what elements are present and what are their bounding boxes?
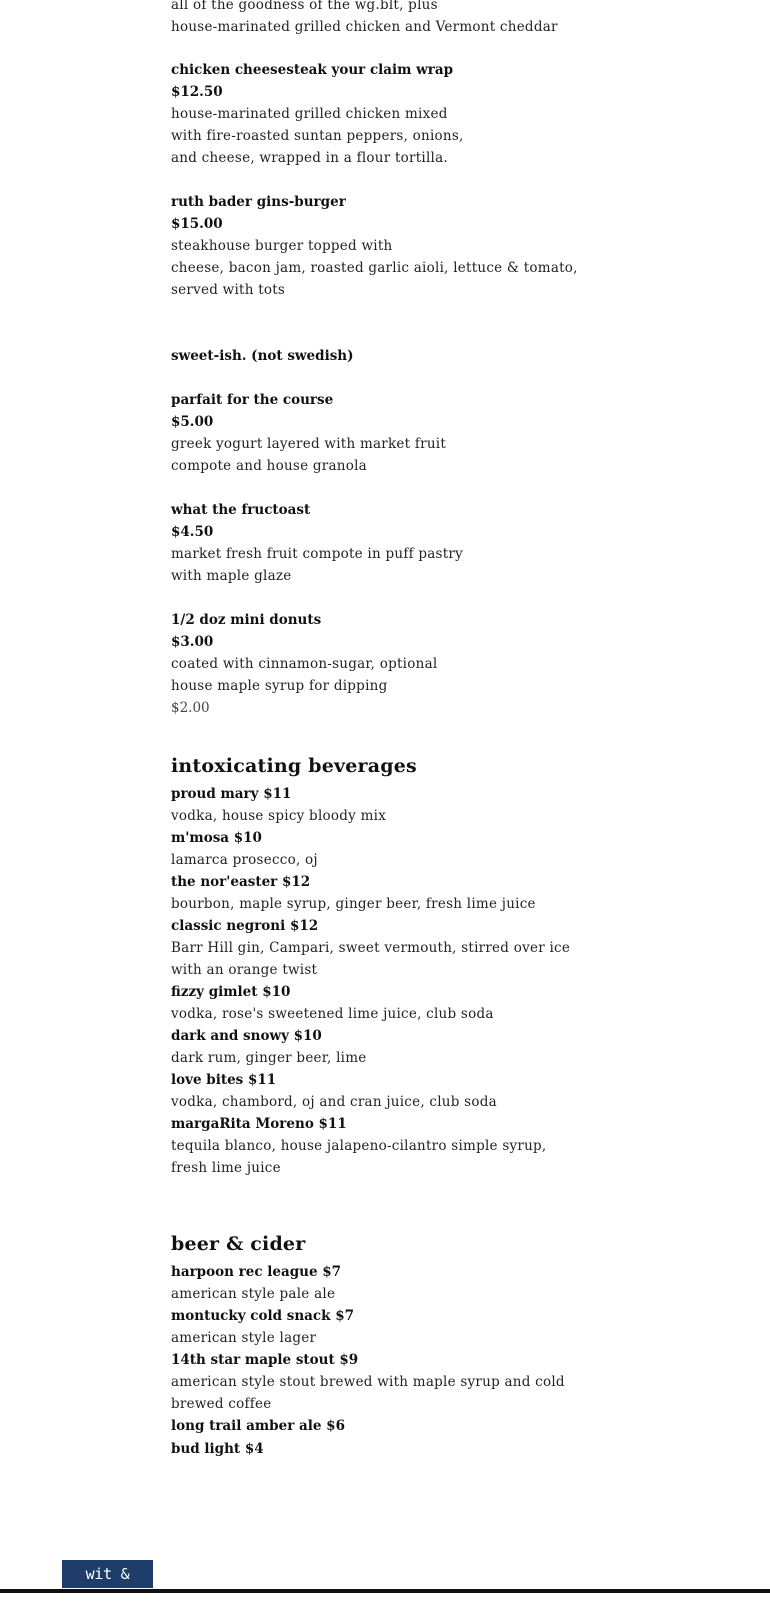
menu-item-description: with maple glaze [171, 568, 292, 584]
menu-item-description: greek yogurt layered with market fruit [171, 436, 447, 452]
menu-item-description: served with tots [171, 282, 286, 298]
beer-name: harpoon rec league $7 [171, 1264, 342, 1280]
menu-item-description: coated with cinnamon-sugar, optional [171, 656, 438, 672]
menu-item-name: chicken cheesesteak your claim wrap [171, 62, 454, 78]
menu-item-price: $5.00 [171, 414, 214, 430]
menu-item-description: house maple syrup for dipping [171, 678, 388, 694]
drink-description: tequila blanco, house jalapeno-cilantro simple syrup, [171, 1138, 547, 1154]
menu-item-description: market fresh fruit compote in puff pastry [171, 546, 463, 562]
drink-name: margaRita Moreno $11 [171, 1116, 347, 1132]
drink-description: with an orange twist [171, 962, 318, 978]
menu-item-extra-price: $2.00 [171, 700, 210, 716]
drink-name: love bites $11 [171, 1072, 277, 1088]
menu-item-price: $12.50 [171, 84, 223, 100]
menu-item-price: $15.00 [171, 216, 223, 232]
drink-description: Barr Hill gin, Campari, sweet vermouth, stirred over ice [171, 940, 571, 956]
menu-item-name: what the fructoast [171, 502, 311, 518]
section-title-beer: beer & cider [171, 1233, 306, 1255]
intro-line: house-marinated grilled chicken and Vermont cheddar [171, 19, 558, 35]
beer-description: brewed coffee [171, 1396, 272, 1412]
section-title-beverages: intoxicating beverages [171, 755, 417, 777]
menu-item-price: $4.50 [171, 524, 214, 540]
drink-description: vodka, rose's sweetened lime juice, club soda [171, 1006, 494, 1022]
brand-logo[interactable]: wit & grit. [62, 1560, 153, 1588]
drink-name: dark and snowy $10 [171, 1028, 322, 1044]
intro-line: all of the goodness of the wg.blt, plus [171, 0, 438, 13]
beer-name: 14th star maple stout $9 [171, 1352, 359, 1368]
beer-description: american style stout brewed with maple syrup and cold [171, 1374, 565, 1390]
drink-description: vodka, house spicy bloody mix [171, 808, 387, 824]
menu-item-name: 1/2 doz mini donuts [171, 612, 322, 628]
drink-description: bourbon, maple syrup, ginger beer, fresh lime juice [171, 896, 536, 912]
menu-item-name: ruth bader gins-burger [171, 194, 346, 210]
menu-item-name: parfait for the course [171, 392, 334, 408]
section-title-sweet: sweet-ish. (not swedish) [171, 348, 354, 364]
drink-name: m'mosa $10 [171, 830, 262, 846]
beer-name: long trail amber ale $6 [171, 1418, 345, 1434]
drink-name: fizzy gimlet $10 [171, 984, 291, 1000]
beer-name: montucky cold snack $7 [171, 1308, 354, 1324]
menu-item-price: $3.00 [171, 634, 214, 650]
menu-item-description: steakhouse burger topped with [171, 238, 393, 254]
drink-name: proud mary $11 [171, 786, 292, 802]
menu-item-description: cheese, bacon jam, roasted garlic aioli, lettuce & tomato, [171, 260, 578, 276]
menu-item-description: compote and house granola [171, 458, 367, 474]
drink-description: vodka, chambord, oj and cran juice, club soda [171, 1094, 497, 1110]
menu-item-description: with fire-roasted suntan peppers, onions, [171, 128, 464, 144]
beer-name: bud light $4 [171, 1441, 264, 1457]
bottom-divider [0, 1589, 770, 1593]
drink-description: fresh lime juice [171, 1160, 281, 1176]
drink-name: classic negroni $12 [171, 918, 319, 934]
menu-item-description: house-marinated grilled chicken mixed [171, 106, 448, 122]
menu-item-description: and cheese, wrapped in a flour tortilla. [171, 150, 448, 166]
beer-description: american style pale ale [171, 1286, 336, 1302]
drink-description: dark rum, ginger beer, lime [171, 1050, 367, 1066]
beer-description: american style lager [171, 1330, 317, 1346]
drink-description: lamarca prosecco, oj [171, 852, 318, 868]
drink-name: the nor'easter $12 [171, 874, 311, 890]
